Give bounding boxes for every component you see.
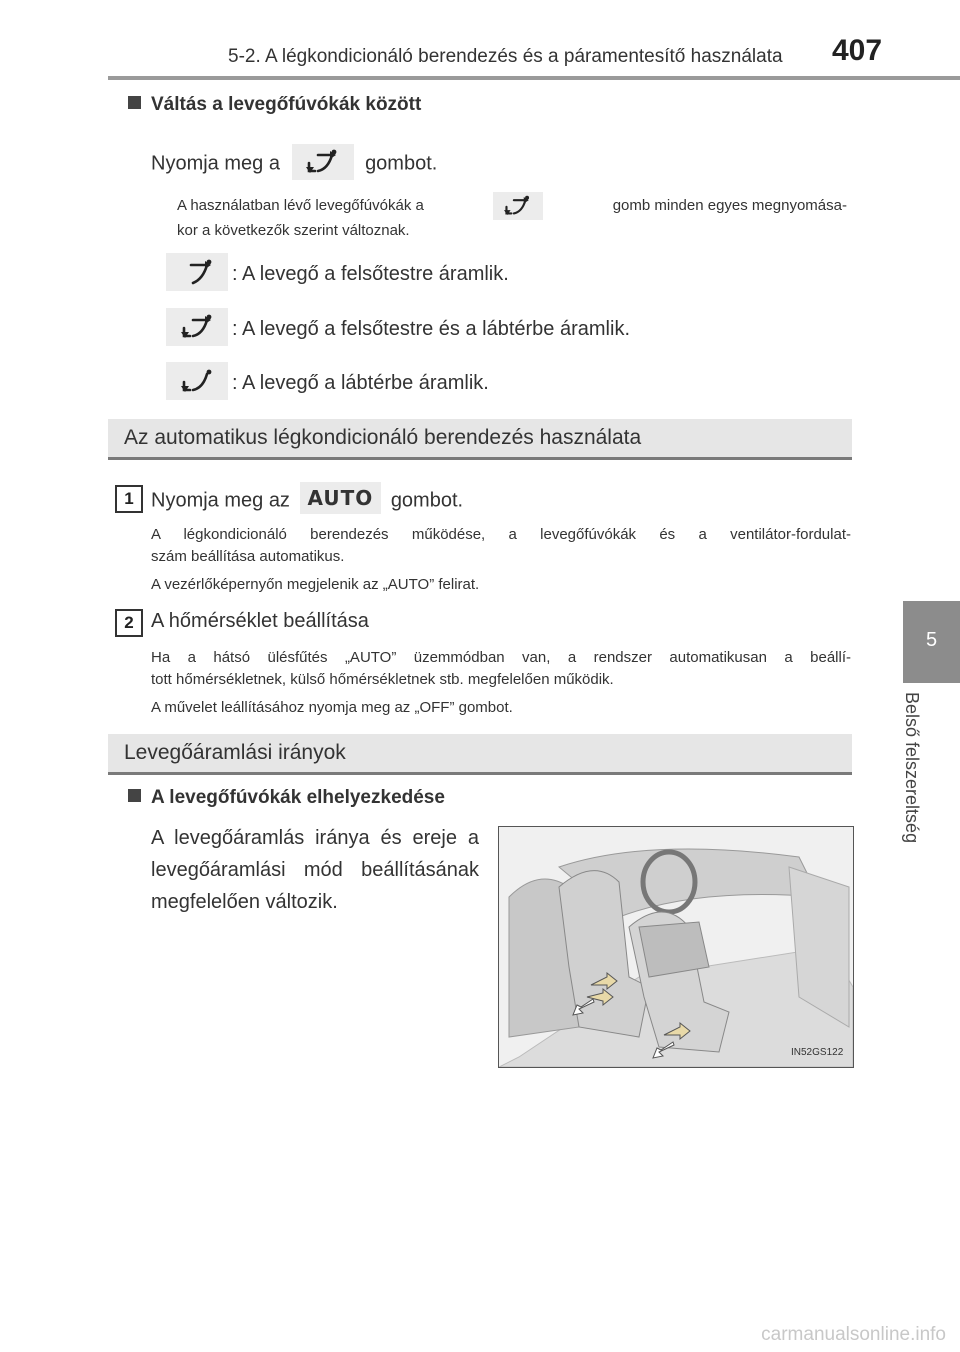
chapter-number: 5 bbox=[925, 629, 938, 651]
vent-location-heading-text: A levegőfúvókák elhelyezkedése bbox=[151, 787, 445, 808]
mode-feet-text: : A levegő a lábtérbe áramlik. bbox=[232, 372, 489, 394]
step-2-note-line: tott hőmérsékletnek, külső hőmérsékletnek stb. megfelelően működik. bbox=[151, 671, 614, 688]
step-2-title: A hőmérséklet beállítása bbox=[151, 610, 369, 632]
airflow-section-title: Levegőáramlási irányok bbox=[124, 741, 346, 764]
airflow-mode-button bbox=[292, 144, 354, 180]
chapter-label bbox=[888, 690, 928, 860]
header-rule bbox=[108, 76, 960, 80]
step-1-note-line: A vezérlőképernyőn megjelenik az „AUTO” felirat. bbox=[151, 576, 480, 593]
step-1-note-line: A légkondicionáló berendezés működése, a levegőfúvókák és a ventilátor-fordulat- bbox=[151, 526, 851, 543]
footer-watermark: carmanualsonline.info bbox=[761, 1324, 946, 1345]
switch-note-line2: kor a következők szerint változnak. bbox=[177, 222, 410, 239]
step-1-notes bbox=[151, 524, 851, 596]
airflow-upper-body-and-feet-icon bbox=[306, 149, 340, 175]
switch-heading bbox=[128, 94, 421, 116]
switch-instruction-after: gombot. bbox=[365, 152, 438, 175]
switch-note bbox=[177, 192, 847, 242]
vehicle-interior-illustration bbox=[498, 826, 854, 1068]
airflow-feet-icon bbox=[181, 367, 215, 395]
switch-note-line1-after: gomb minden egyes megnyomása- bbox=[612, 197, 847, 214]
airflow-upper-body-and-feet-icon bbox=[504, 195, 532, 217]
step-1-note-line: szám beállítása automatikus. bbox=[151, 548, 345, 565]
switch-note-line1-before: A használatban lévő levegőfúvókák a bbox=[177, 197, 424, 214]
mode-feet-icon-box bbox=[166, 362, 228, 400]
auto-button: AUTO bbox=[300, 482, 382, 514]
illustration-code: IN52GS122 bbox=[791, 1047, 844, 1058]
step-1-title-before: Nyomja meg az bbox=[151, 489, 290, 512]
step-1-title bbox=[151, 485, 463, 517]
auto-section-title: Az automatikus légkondicionáló berendezés használata bbox=[124, 426, 642, 449]
step-1-badge: 1 bbox=[115, 485, 143, 513]
step-2-badge: 2 bbox=[115, 609, 143, 637]
airflow-paragraph-line: levegőáramlási mód beállításának bbox=[151, 859, 479, 881]
mode-upper-text: : A levegő a felsőtestre áramlik. bbox=[232, 263, 509, 285]
switch-instruction-before: Nyomja meg a bbox=[151, 152, 280, 175]
step-2-note-line: A művelet leállításához nyomja meg az „OFF” gombot. bbox=[151, 699, 513, 716]
mode-upper-feet-text: : A levegő a felsőtestre és a lábtérbe áramlik. bbox=[232, 318, 630, 340]
switch-heading-text: Váltás a levegőfúvókák között bbox=[151, 94, 422, 115]
mode-upper-feet-icon-box bbox=[166, 308, 228, 346]
chapter-label-text: Belső felszereltség bbox=[902, 692, 922, 844]
running-header-title: 5-2. A légkondicionáló berendezés és a páramentesítő használata bbox=[228, 46, 783, 67]
auto-section-bar bbox=[108, 419, 852, 460]
page-number: 407 bbox=[832, 34, 883, 67]
mode-upper-icon-box bbox=[166, 253, 228, 291]
switch-instruction bbox=[151, 146, 437, 182]
chapter-tab bbox=[903, 601, 960, 683]
airflow-upper-body-icon bbox=[181, 258, 215, 286]
step-2-note-line: Ha a hátsó ülésfűtés „AUTO” üzemmódban van, a rendszer automatikusan a beállí- bbox=[151, 649, 851, 666]
airflow-paragraph-line: megfelelően változik. bbox=[151, 891, 338, 913]
car-interior-drawing bbox=[499, 827, 853, 1067]
square-bullet-icon bbox=[128, 789, 141, 802]
vent-location-heading bbox=[128, 787, 445, 809]
step-1-title-after: gombot. bbox=[390, 489, 464, 512]
airflow-paragraph-line: A levegőáramlás iránya és ereje a bbox=[151, 827, 479, 849]
airflow-section-bar bbox=[108, 734, 852, 775]
airflow-upper-body-and-feet-icon bbox=[181, 313, 215, 341]
square-bullet-icon bbox=[128, 96, 141, 109]
airflow-paragraph bbox=[151, 822, 479, 918]
step-2-notes bbox=[151, 647, 851, 719]
airflow-mode-button-inline bbox=[493, 192, 543, 220]
